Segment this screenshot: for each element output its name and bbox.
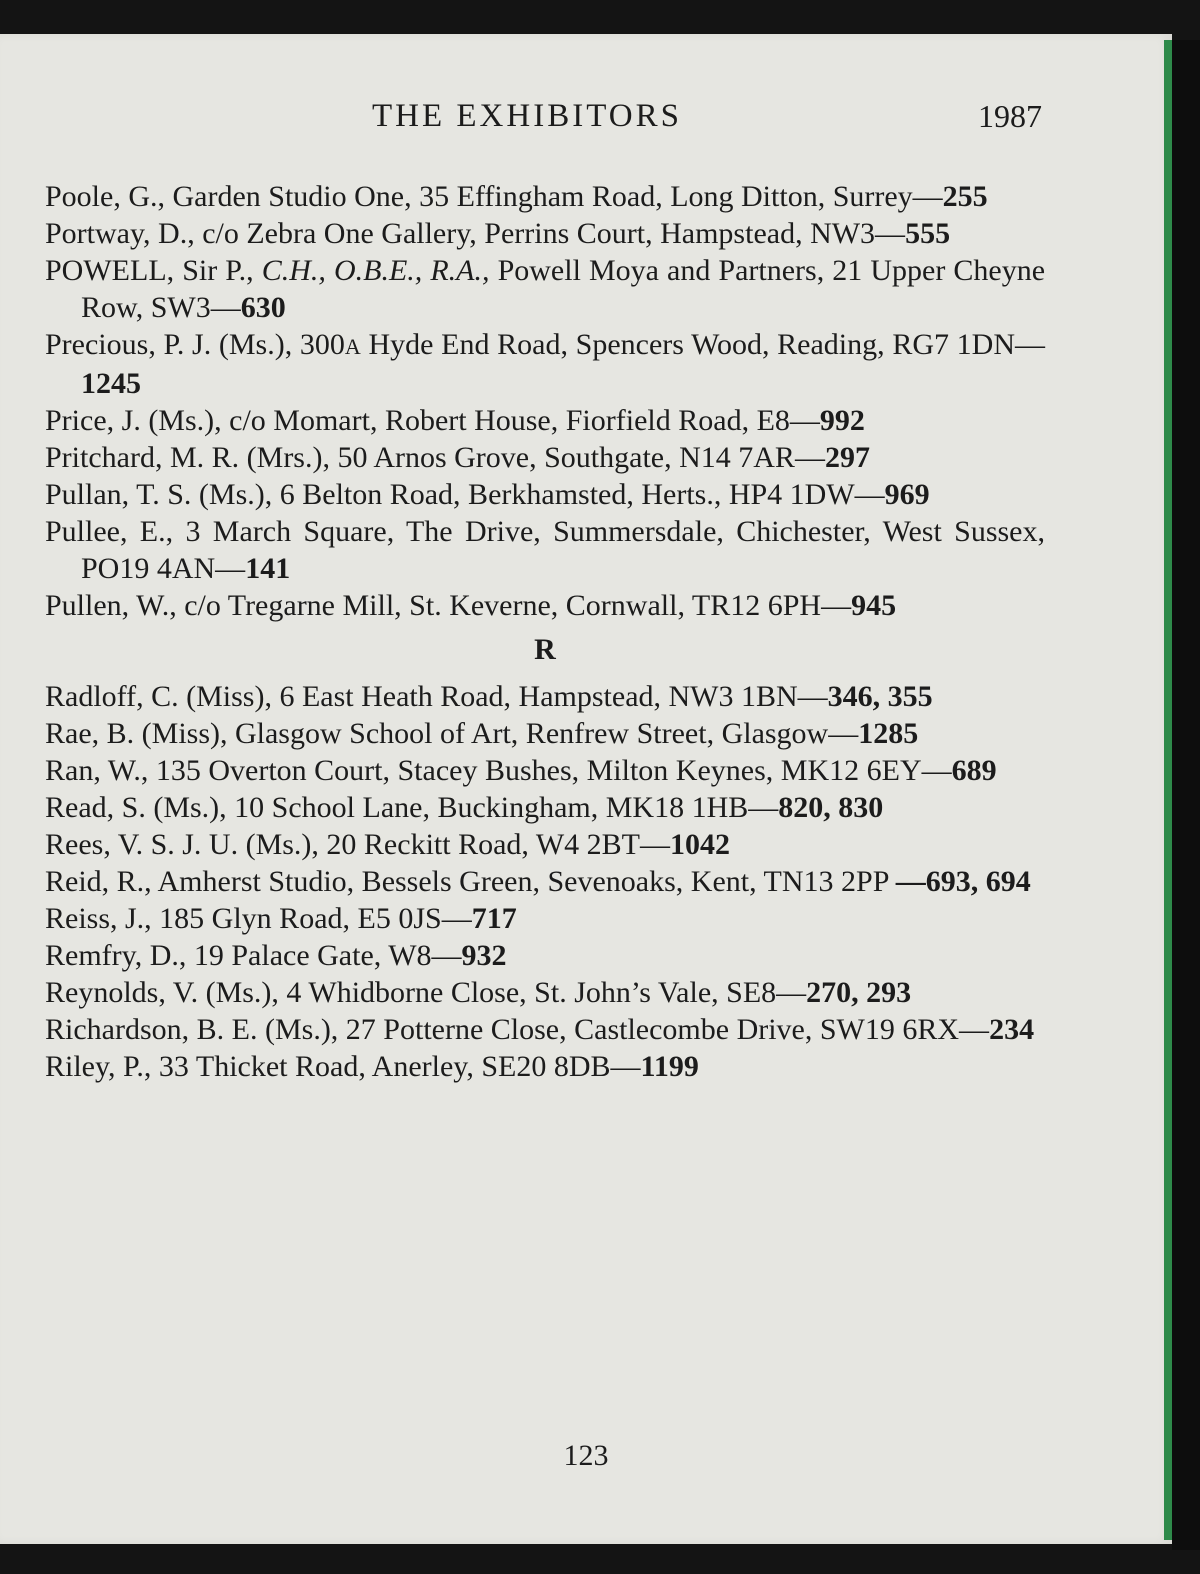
exhibitor-entry: Pritchard, M. R. (Mrs.), 50 Arnos Grove, Southgate, N14 7AR—297 [45, 441, 870, 474]
book-page [0, 34, 1172, 1544]
exhibitor-entry: Read, S. (Ms.), 10 School Lane, Buckingham, MK18 1HB—820, 830 [45, 791, 884, 824]
exhibitor-entry: POWELL, Sir P., C.H., O.B.E., R.A., Powell Moya and Partners, 21 Upper Cheyne Row, SW3—630 [45, 254, 1046, 324]
exhibitor-entry: Reid, R., Amherst Studio, Bessels Green, Sevenoaks, Kent, TN13 2PP —693, 694 [45, 865, 1031, 898]
exhibitor-entry: Rees, V. S. J. U. (Ms.), 20 Reckitt Road, W4 2BT—1042 [45, 828, 731, 861]
exhibitor-entry: Reynolds, V. (Ms.), 4 Whidborne Close, St. John’s Vale, SE8—270, 293 [45, 976, 912, 1009]
exhibitor-entry: Pullan, T. S. (Ms.), 6 Belton Road, Berkhamsted, Herts., HP4 1DW—969 [45, 478, 930, 511]
running-header-year: 1987 [978, 98, 1042, 134]
exhibitor-entry: Price, J. (Ms.), c/o Momart, Robert House, Fiorfield Road, E8—992 [45, 404, 865, 437]
exhibitor-entry: Portway, D., c/o Zebra One Gallery, Perrins Court, Hampstead, NW3—555 [45, 217, 951, 250]
exhibitor-entry: Ran, W., 135 Overton Court, Stacey Bushes, Milton Keynes, MK12 6EY—689 [45, 754, 997, 787]
running-header-title: THE EXHIBITORS [372, 98, 682, 134]
page-number: 123 [563, 1439, 609, 1472]
exhibitor-list [45, 178, 1045, 1085]
exhibitor-entry: Richardson, B. E. (Ms.), 27 Potterne Close, Castlecombe Drive, SW19 6RX—234 [45, 1013, 1035, 1046]
exhibitor-entry: Riley, P., 33 Thicket Road, Anerley, SE20 8DB—1199 [45, 1050, 699, 1083]
exhibitor-entry: Remfry, D., 19 Palace Gate, W8—932 [45, 939, 507, 972]
book-edge-stripe [1164, 40, 1172, 1540]
exhibitor-entry: Precious, P. J. (Ms.), 300A Hyde End Road, Spencers Wood, Reading, RG7 1DN—1245 [45, 328, 1046, 400]
exhibitor-entry: Pullee, E., 3 March Square, The Drive, Summersdale, Chichester, West Sussex, PO19 4AN—141 [45, 515, 1045, 585]
exhibitor-entry: Pullen, W., c/o Tregarne Mill, St. Keverne, Cornwall, TR12 6PH—945 [45, 589, 897, 622]
section-heading-r: R [534, 633, 556, 666]
scan-margin [1172, 40, 1200, 1550]
exhibitor-entry: Poole, G., Garden Studio One, 35 Effingham Road, Long Ditton, Surrey—255 [45, 180, 988, 213]
exhibitor-entry: Radloff, C. (Miss), 6 East Heath Road, Hampstead, NW3 1BN—346, 355 [45, 680, 933, 713]
page-content [0, 34, 1172, 1544]
exhibitor-entry: Reiss, J., 185 Glyn Road, E5 0JS—717 [45, 902, 517, 935]
exhibitor-entry: Rae, B. (Miss), Glasgow School of Art, Renfrew Street, Glasgow—1285 [45, 717, 919, 750]
